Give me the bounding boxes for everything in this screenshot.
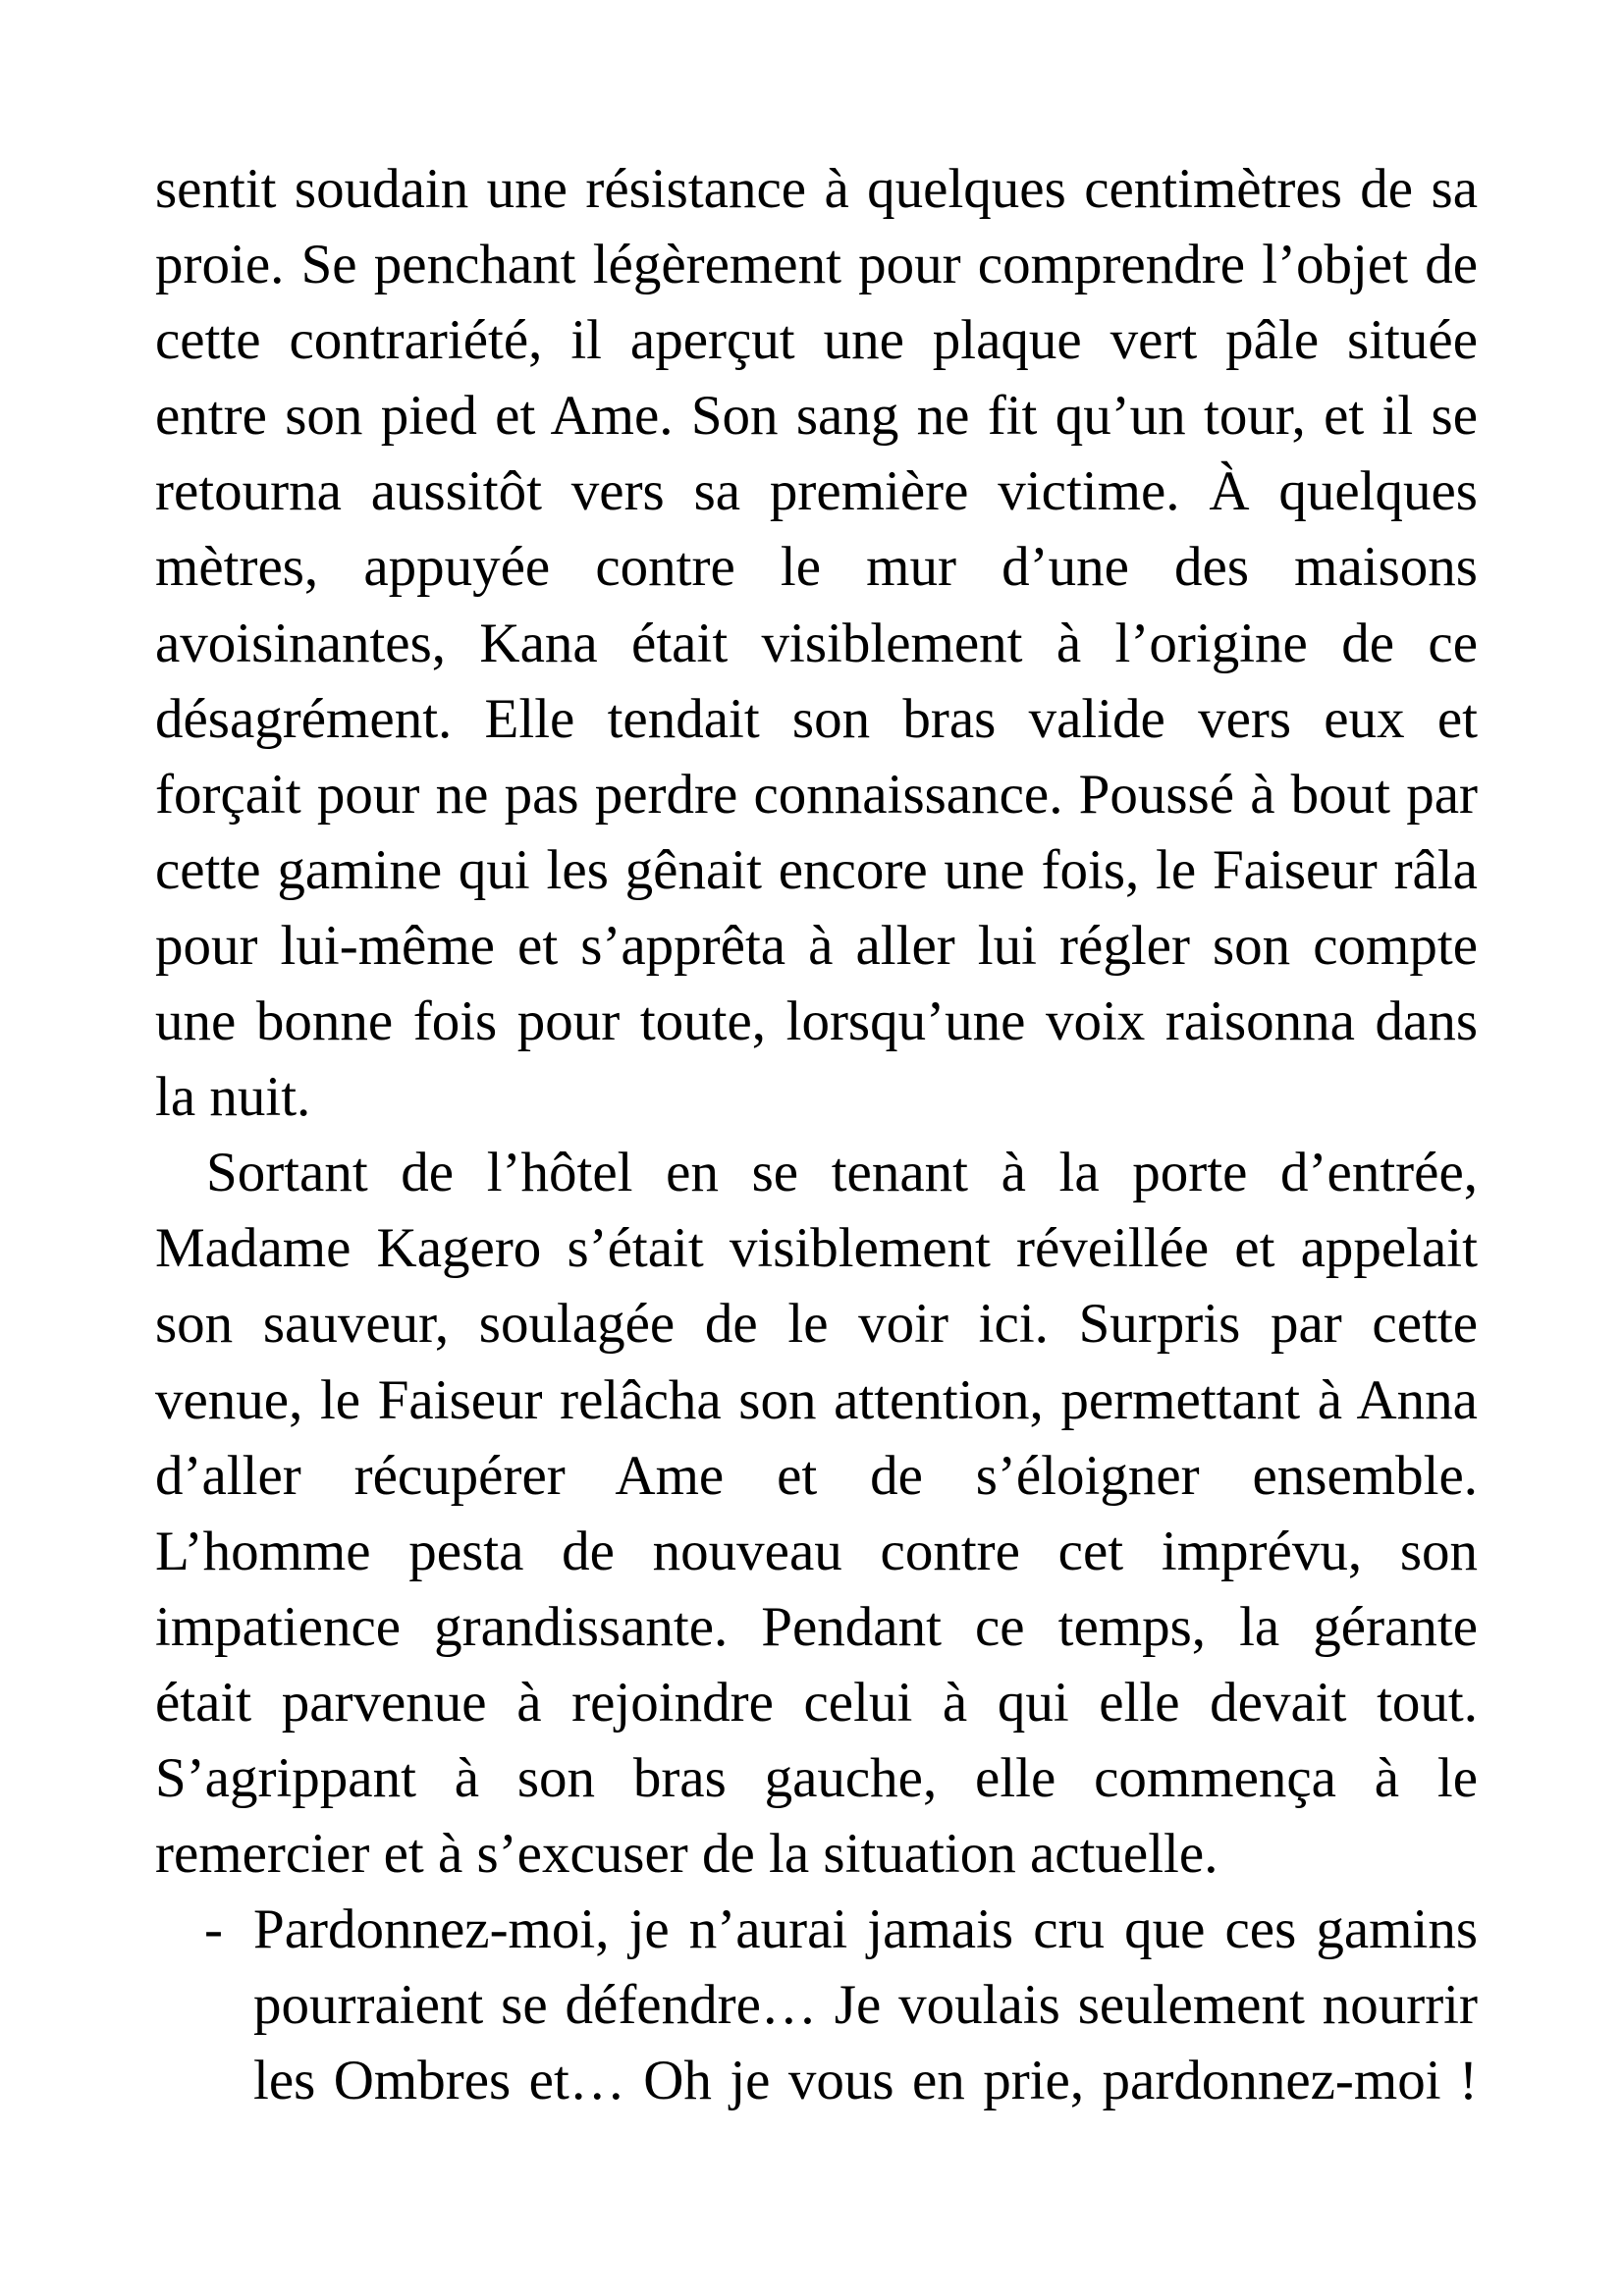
text-line [155, 606, 1478, 681]
text-line [155, 151, 1478, 227]
text-line [155, 832, 1478, 908]
line-text: pourraient se défendre… Je voulais seulement nourrir [253, 1974, 1478, 2037]
text-line [155, 302, 1478, 378]
line-text: Pardonnez-moi, je n’aurai jamais cru que ces gamins [253, 1898, 1478, 1961]
line-text: sentit soudain une résistance à quelques centimètres de sa [155, 158, 1478, 220]
text-line [155, 1589, 1478, 1665]
line-text: Sortant de l’hôtel en se tenant à la porte d’entrée, [206, 1142, 1478, 1204]
text-line [155, 1210, 1478, 1286]
line-text: Madame Kagero s’était visiblement réveillée et appelait [155, 1217, 1478, 1280]
text-line [155, 378, 1478, 454]
text-line [155, 227, 1478, 302]
text-line [155, 1967, 1478, 2043]
text-line [155, 2043, 1478, 2118]
line-text: proie. Se penchant légèrement pour comprendre l’objet de [155, 234, 1478, 296]
line-text: était parvenue à rejoindre celui à qui elle devait tout. [155, 1671, 1478, 1734]
text-line [155, 1059, 1478, 1135]
text-line [155, 1135, 1478, 1210]
body-text [155, 151, 1478, 2118]
text-line [155, 1665, 1478, 1740]
text-line [155, 681, 1478, 757]
line-text: avoisinantes, Kana était visiblement à l’origine de ce [155, 612, 1478, 674]
line-text: retourna aussitôt vers sa première victime. À quelques [155, 460, 1478, 523]
line-text: remercier et à s’excuser de la situation actuelle. [155, 1823, 1218, 1886]
line-text: L’homme pesta de nouveau contre cet imprévu, son [155, 1520, 1478, 1582]
line-text: la nuit. [155, 1066, 311, 1129]
text-line [155, 1286, 1478, 1362]
line-text: désagrément. Elle tendait son bras valide vers eux et [155, 687, 1478, 750]
text-line [155, 1362, 1478, 1438]
dialogue-dash: - [204, 1898, 223, 1961]
text-line [155, 529, 1478, 605]
paragraph-indented [155, 1135, 1478, 1892]
line-text: mètres, appuyée contre le mur d’une des maisons [155, 536, 1478, 599]
line-text: une bonne fois pour toute, lorsqu’une voix raisonna dans [155, 990, 1478, 1053]
text-line [155, 1740, 1478, 1816]
line-text: forçait pour ne pas perdre connaissance. Poussé à bout par [155, 763, 1478, 826]
line-text: cette contrariété, il aperçut une plaque vert pâle située [155, 309, 1478, 372]
text-line [155, 908, 1478, 984]
line-text: son sauveur, soulagée de le voir ici. Surpris par cette [155, 1293, 1478, 1356]
line-text: S’agrippant à son bras gauche, elle commença à le [155, 1746, 1478, 1809]
text-line [155, 1438, 1478, 1514]
text-line [155, 984, 1478, 1059]
line-text: d’aller récupérer Ame et de s’éloigner ensemble. [155, 1444, 1478, 1507]
text-line [155, 757, 1478, 832]
line-text: venue, le Faiseur relâcha son attention, permettant à Anna [155, 1368, 1478, 1431]
text-line [155, 1892, 1478, 1967]
paragraph-continuation [155, 151, 1478, 1135]
line-text: pour lui-même et s’apprêta à aller lui régler son compte [155, 914, 1478, 977]
text-line [155, 454, 1478, 529]
text-line [155, 1816, 1478, 1892]
line-text: entre son pied et Ame. Son sang ne fit qu’un tour, et il se [155, 385, 1478, 448]
line-text: cette gamine qui les gênait encore une fois, le Faiseur râla [155, 838, 1478, 901]
text-line [155, 1514, 1478, 1589]
line-text: impatience grandissante. Pendant ce temps, la gérante [155, 1595, 1478, 1658]
paragraph-dialogue [155, 1892, 1478, 2118]
line-text: les Ombres et… Oh je vous en prie, pardonnez-moi ! [253, 2050, 1478, 2112]
